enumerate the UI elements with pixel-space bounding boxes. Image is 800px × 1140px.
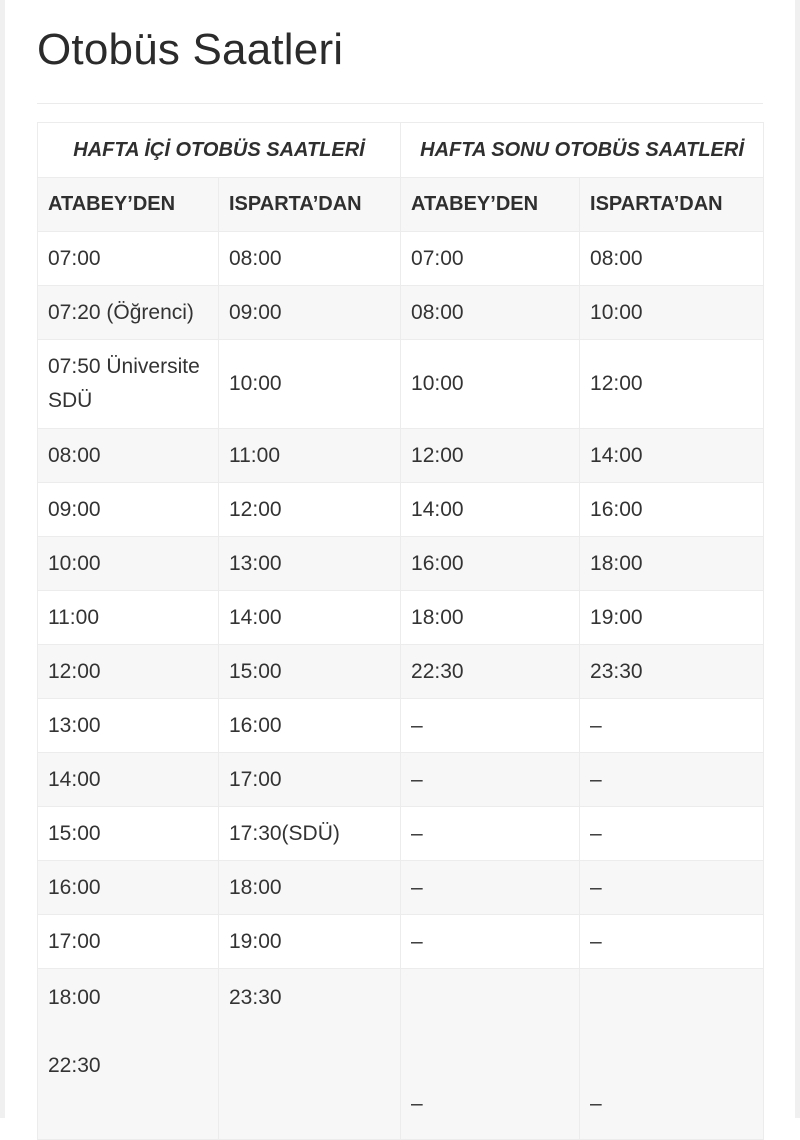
table-cell: 19:00 xyxy=(580,591,764,645)
table-cell: 13:00 xyxy=(219,537,401,591)
table-cell: 12:00 xyxy=(580,340,764,429)
table-cell: – xyxy=(580,807,764,861)
table-cell: 23:30 xyxy=(219,969,401,1140)
table-row xyxy=(38,699,764,753)
table-cell: 12:00 xyxy=(401,429,580,483)
table-cell: 17:00 xyxy=(38,915,219,969)
table-cell: 07:00 xyxy=(38,232,219,286)
weekend-group-header: HAFTA SONU OTOBÜS SAATLERİ xyxy=(401,123,764,178)
table-cell: 10:00 xyxy=(580,286,764,340)
table-cell: 07:00 xyxy=(401,232,580,286)
table-row xyxy=(38,591,764,645)
table-cell: 14:00 xyxy=(580,429,764,483)
table-cell: 13:00 xyxy=(38,699,219,753)
table-cell: 19:00 xyxy=(219,915,401,969)
table-cell: 17:30(SDÜ) xyxy=(219,807,401,861)
table-cell: 22:30 xyxy=(401,645,580,699)
page-left-border xyxy=(0,0,5,1118)
table-cell: 16:00 xyxy=(401,537,580,591)
table-cell: 14:00 xyxy=(401,483,580,537)
table-row xyxy=(38,429,764,483)
time-entry: 18:00 xyxy=(48,986,101,1009)
weekday-atabey-header: ATABEY’DEN xyxy=(38,178,219,232)
table-cell: – xyxy=(580,753,764,807)
table-cell: 16:00 xyxy=(219,699,401,753)
table-cell: 23:30 xyxy=(580,645,764,699)
table-cell: 12:00 xyxy=(38,645,219,699)
table-row xyxy=(38,753,764,807)
bus-schedule-table xyxy=(37,122,764,1140)
table-cell: – xyxy=(401,969,580,1140)
weekday-isparta-header: ISPARTA’DAN xyxy=(219,178,401,232)
table-row xyxy=(38,537,764,591)
column-header-row xyxy=(38,178,764,232)
table-cell: 08:00 xyxy=(38,429,219,483)
table-cell: – xyxy=(401,699,580,753)
table-cell: – xyxy=(580,861,764,915)
table-cell: 14:00 xyxy=(38,753,219,807)
page-right-border xyxy=(795,0,800,1118)
table-row xyxy=(38,340,764,429)
table-cell-multi xyxy=(38,969,219,1140)
table-cell: 07:20 (Öğrenci) xyxy=(38,286,219,340)
page-title: Otobüs Saatleri xyxy=(37,25,344,74)
table-cell: 10:00 xyxy=(401,340,580,429)
table-cell: 18:00 xyxy=(580,537,764,591)
table-cell: 10:00 xyxy=(219,340,401,429)
table-cell: 11:00 xyxy=(219,429,401,483)
table-cell: 15:00 xyxy=(38,807,219,861)
time-entry: 22:30 xyxy=(48,1054,101,1077)
table-cell: – xyxy=(401,861,580,915)
table-cell: 17:00 xyxy=(219,753,401,807)
table-cell: 09:00 xyxy=(38,483,219,537)
table-cell: 08:00 xyxy=(219,232,401,286)
table-cell: 09:00 xyxy=(219,286,401,340)
table-cell: 18:00 xyxy=(219,861,401,915)
line-gap xyxy=(48,1015,208,1049)
table-row xyxy=(38,286,764,340)
table-row xyxy=(38,969,764,1140)
table-row xyxy=(38,645,764,699)
table-cell: 14:00 xyxy=(219,591,401,645)
table-cell: 18:00 xyxy=(401,591,580,645)
table-row xyxy=(38,915,764,969)
weekend-atabey-header: ATABEY’DEN xyxy=(401,178,580,232)
table-cell: 08:00 xyxy=(580,232,764,286)
table-row xyxy=(38,807,764,861)
weekday-group-header: HAFTA İÇİ OTOBÜS SAATLERİ xyxy=(38,123,401,178)
table-cell: – xyxy=(580,969,764,1140)
table-cell: – xyxy=(580,699,764,753)
table-cell: – xyxy=(401,753,580,807)
table-cell: 10:00 xyxy=(38,537,219,591)
table-row xyxy=(38,483,764,537)
table-cell: – xyxy=(580,915,764,969)
table-cell: – xyxy=(401,915,580,969)
table-cell: – xyxy=(401,807,580,861)
table-cell: 16:00 xyxy=(38,861,219,915)
table-cell: 16:00 xyxy=(580,483,764,537)
table-cell: 15:00 xyxy=(219,645,401,699)
table-cell: 11:00 xyxy=(38,591,219,645)
weekend-isparta-header: ISPARTA’DAN xyxy=(580,178,764,232)
group-header-row xyxy=(38,123,764,178)
table-cell: 07:50 Üniversite SDÜ xyxy=(38,340,219,429)
table-row xyxy=(38,232,764,286)
table-cell: 12:00 xyxy=(219,483,401,537)
title-divider xyxy=(37,103,763,104)
table-row xyxy=(38,861,764,915)
table-cell: 08:00 xyxy=(401,286,580,340)
